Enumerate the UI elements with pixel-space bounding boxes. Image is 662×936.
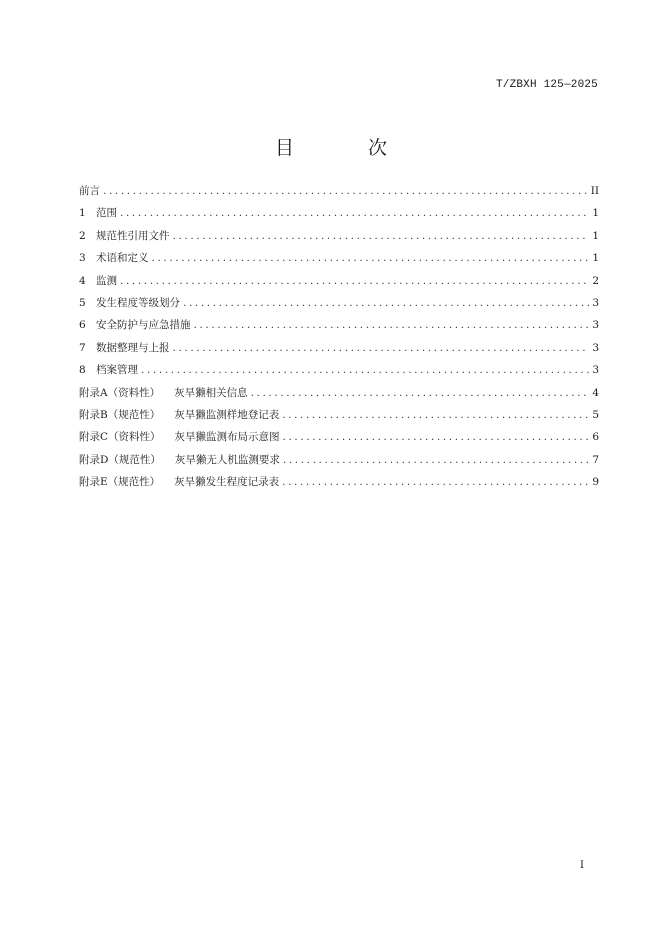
toc-entry-number: 2 — [79, 229, 86, 242]
toc-entry-page: 3 — [592, 364, 599, 377]
toc-leader-dots — [283, 426, 590, 448]
toc-entry-appendix-prefix: 附录D（规范性） — [79, 453, 161, 466]
toc-entry-2[interactable] — [79, 225, 599, 247]
toc-entry-page: 1 — [592, 229, 599, 242]
toc-leader-dots — [152, 247, 590, 269]
toc-entry-page: 4 — [592, 386, 599, 399]
toc-entry-page: 6 — [592, 431, 599, 444]
toc-leader-dots — [283, 449, 589, 471]
toc-entry-appendix-d[interactable] — [79, 449, 599, 471]
toc-entry-appendix-e[interactable] — [79, 471, 599, 493]
toc-entry-page: 5 — [592, 408, 599, 421]
toc-entry-label: 灰旱獭监测布局示意图 — [174, 431, 280, 444]
toc-entry-appendix-b[interactable] — [79, 404, 599, 426]
toc-entry-page: 3 — [592, 296, 599, 309]
toc-entry-appendix-prefix: 附录B（规范性） — [79, 408, 161, 421]
toc-entry-5[interactable] — [79, 292, 599, 314]
toc-entry-number: 7 — [79, 341, 86, 354]
toc-entry-appendix-c[interactable] — [79, 426, 599, 448]
toc-leader-dots — [120, 202, 589, 224]
toc-entry-appendix-prefix: 附录E（规范性） — [79, 476, 161, 489]
page-number: I — [580, 860, 584, 871]
toc-entry-number: 4 — [79, 274, 86, 287]
toc-entry-label: 范围 — [96, 207, 117, 220]
toc-entry-appendix-prefix: 附录A（资料性） — [79, 386, 161, 399]
toc-entry-6[interactable] — [79, 314, 599, 336]
toc-entry-page: 1 — [592, 207, 599, 220]
toc-entry-page: II — [590, 185, 599, 197]
toc-leader-dots — [173, 337, 590, 359]
toc-entry-foreword[interactable] — [79, 180, 599, 202]
toc-leader-dots — [251, 382, 590, 404]
toc-entry-8[interactable] — [79, 359, 599, 381]
toc-entry-label: 灰旱獭监测样地登记表 — [174, 408, 280, 421]
toc-entry-label: 灰旱獭无人机监测要求 — [174, 453, 280, 466]
toc-entry-label: 安全防护与应急措施 — [96, 319, 191, 332]
toc-leader-dots — [282, 471, 589, 493]
toc-entry-number: 6 — [79, 319, 86, 332]
table-of-contents — [79, 180, 599, 493]
toc-entry-label: 规范性引用文件 — [96, 229, 170, 242]
toc-entry-label: 数据整理与上报 — [96, 341, 170, 354]
toc-entry-4[interactable] — [79, 270, 599, 292]
toc-leader-dots — [183, 292, 589, 314]
document-code: T/ZBXH 125—2025 — [495, 79, 598, 91]
toc-entry-label: 术语和定义 — [96, 252, 149, 265]
toc-entry-page: 1 — [592, 252, 599, 265]
toc-entry-page: 3 — [592, 341, 599, 354]
toc-title: 目 次 — [274, 137, 422, 159]
toc-entry-page: 2 — [592, 274, 599, 287]
toc-leader-dots — [103, 180, 588, 202]
toc-leader-dots — [173, 225, 590, 247]
toc-leader-dots — [194, 314, 590, 336]
toc-entry-label: 档案管理 — [96, 364, 138, 377]
toc-entry-label: 前言 — [79, 185, 100, 197]
toc-entry-7[interactable] — [79, 337, 599, 359]
toc-entry-page: 3 — [592, 319, 599, 332]
toc-entry-1[interactable] — [79, 202, 599, 224]
toc-entry-number: 3 — [79, 252, 86, 265]
toc-entry-number: 8 — [79, 364, 86, 377]
toc-entry-appendix-prefix: 附录C（资料性） — [79, 431, 161, 444]
toc-entry-appendix-a[interactable] — [79, 382, 599, 404]
toc-leader-dots — [282, 404, 589, 426]
toc-leader-dots — [141, 359, 589, 381]
toc-entry-page: 9 — [592, 476, 599, 489]
toc-entry-page: 7 — [592, 453, 599, 466]
toc-entry-number: 5 — [79, 296, 86, 309]
toc-leader-dots — [120, 270, 589, 292]
toc-entry-label: 灰旱獭相关信息 — [174, 386, 248, 399]
toc-entry-label: 发生程度等级划分 — [96, 296, 180, 309]
toc-entry-number: 1 — [79, 207, 86, 220]
toc-entry-3[interactable] — [79, 247, 599, 269]
toc-entry-label: 灰旱獭发生程度记录表 — [174, 476, 280, 489]
toc-entry-label: 监测 — [96, 274, 117, 287]
